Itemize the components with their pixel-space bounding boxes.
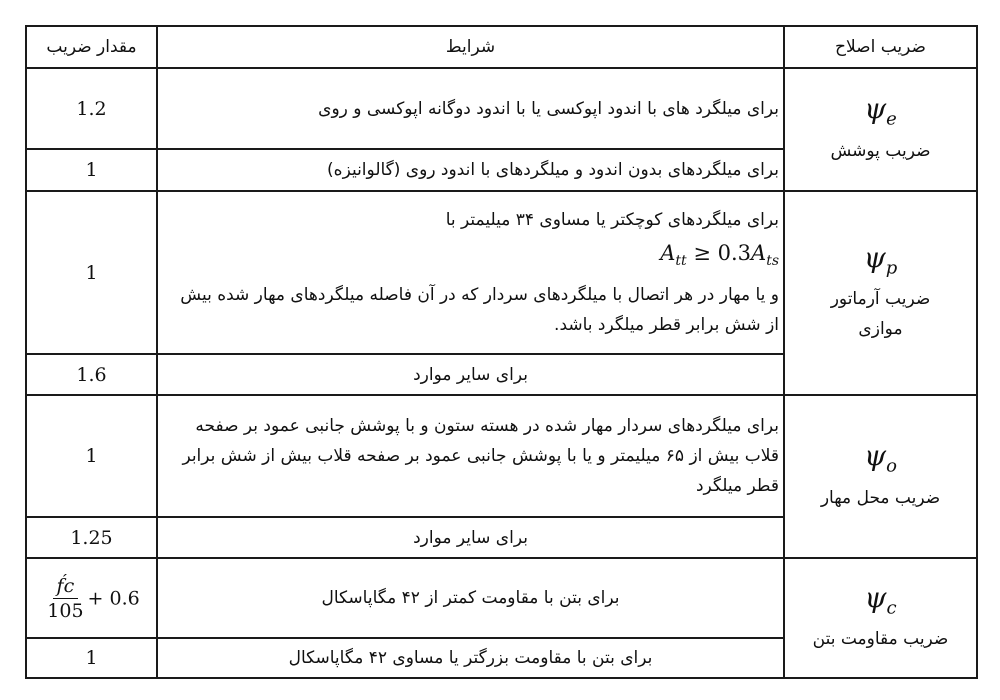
value-cell: 1.6 [26,354,157,395]
coefficient-cell-psi-o [784,395,977,558]
table-row [26,395,977,517]
table-row [26,191,977,354]
condition-cell: برای سایر موارد [157,517,784,558]
coefficient-name-line2: موازی [858,319,903,340]
condition-text-line1: برای میلگردهای کوچکتر یا مساوی ۳۴ میلیمتر با [445,210,779,231]
condition-text-line2: و یا مهار در هر اتصال با میلگردهای سردار که در آن فاصله میلگردهای مهار شده بیش از شش برابر قطر میلگرد باشد. [180,284,779,335]
condition-cell: برای سایر موارد [157,354,784,395]
value-cell: 1 [26,191,157,354]
value-cell: 1 [26,149,157,191]
header-coefficient: ضریب اصلاح [784,26,977,68]
table-row [26,558,977,638]
value-cell: 1.25 [26,517,157,558]
coefficient-cell-psi-c [784,558,977,678]
psi-e-symbol: $\psi_e$ [864,92,897,130]
table-header-row [26,26,977,68]
condition-cell: برای میلگردهای بدون اندود و میلگردهای با اندود روی (گالوانیزه) [157,149,784,191]
coefficient-name: ضریب محل مهار [820,487,941,508]
psi-p-symbol: $\psi_p$ [863,240,898,279]
psi-o-symbol: $\psi_o$ [864,439,897,477]
condition-cell: برای میلگردهای سردار مهار شده در هسته ستون و با پوشش جانبی عمود بر صفحه قلاب بیش از ۶۵ میلیمتر و یا با پوشش جانبی عمود بر صفحه قلاب بیش از شش برابر قطر میلگرد [157,395,784,517]
formula-att-ge-ats: $A_{tt} \ge 0.3A_{ts}$ [660,241,779,270]
condition-cell: برای بتن با مقاومت کمتر از ۴۲ مگاپاسکال [157,558,784,638]
value-cell: 1 [26,395,157,517]
condition-cell [157,191,784,354]
coefficient-cell-psi-p [784,191,977,395]
coefficient-name: ضریب مقاومت بتن [812,629,949,650]
coefficient-cell-psi-e [784,68,977,191]
coefficient-name: ضریب پوشش [830,140,931,161]
correction-factors-table [25,25,978,679]
condition-cell: برای بتن با مقاومت بزرگتر یا مساوی ۴۲ مگاپاسکال [157,638,784,678]
header-value: مقدار ضریب [26,26,157,68]
condition-cell: برای میلگرد های با اندود اپوکسی یا با اندود دوگانه اپوکسی و روی [157,68,784,149]
psi-c-symbol: $\psi_c$ [864,580,897,619]
value-cell: 1.2 [26,68,157,149]
value-cell: 1 [26,638,157,678]
value-cell-formula: $\frac{f́c}{105}$ + 0.6 [26,558,157,638]
coefficient-name-line1: ضریب آرماتور [830,289,931,310]
header-conditions: شرایط [157,26,784,68]
fraction-fc-over-105: $\frac{f́c}{105}$ [47,574,84,622]
table-row [26,68,977,149]
